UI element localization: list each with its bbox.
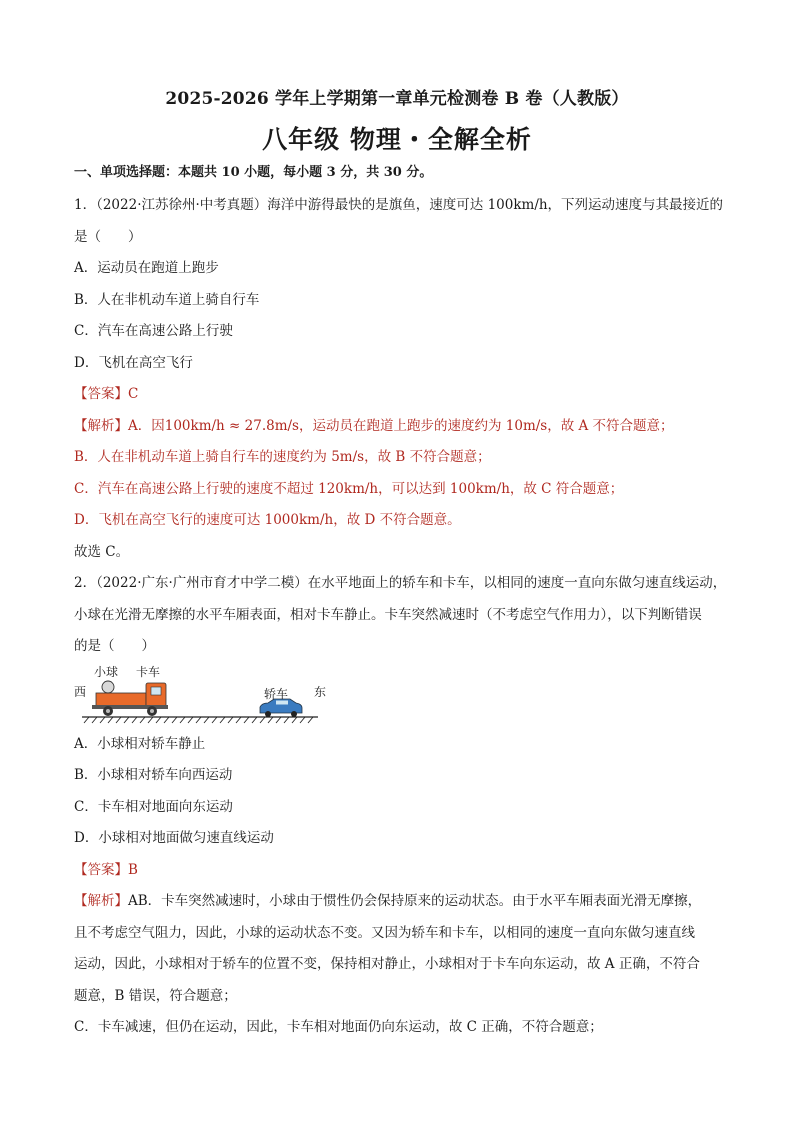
q1-option-c: C．汽车在高速公路上行驶 xyxy=(74,323,233,339)
document-subtitle: 八年级 物理・全解全析 xyxy=(262,125,532,154)
q1-option-b: B．人在非机动车道上骑自行车 xyxy=(74,291,260,308)
q1-analysis-a xyxy=(74,411,724,443)
q2-analysis-line-1-text: AB．卡车突然减速时，小球由于惯性仍会保持原来的运动状态。由于水平车厢表面光滑无摩擦， xyxy=(128,893,702,909)
q2-analysis-line-4: 题意，B 错误，符合题意； xyxy=(74,987,237,1004)
q2-diagram xyxy=(74,664,724,729)
ball-icon xyxy=(102,681,114,693)
q1-analysis-b: B．人在非机动车道上骑自行车的速度约为 5m/s，故 B 不符合题意； xyxy=(74,449,491,465)
truck-label: 卡车 xyxy=(136,664,161,679)
q2-answer-value: B xyxy=(128,861,138,878)
q2-stem-line-1: 2．（2022·广东·广州市育才中学二模）在水平地面上的轿车和卡车，以相同的速度一直向东做匀速直线运动， xyxy=(74,575,727,591)
q1-conclusion: 故选 C。 xyxy=(74,543,130,560)
q2-option-d: D．小球相对地面做匀速直线运动 xyxy=(74,830,274,846)
document-title: 2025-2026 学年上学期第一章单元检测卷 B 卷（人教版） xyxy=(165,89,629,109)
q1-option-d: D．飞机在高空飞行 xyxy=(74,354,193,371)
car-label: 轿车 xyxy=(264,686,289,701)
ball-label: 小球 xyxy=(94,664,119,679)
question-1 xyxy=(74,190,724,568)
west-label: 西 xyxy=(74,684,87,699)
q2-analysis-line-1 xyxy=(74,886,724,918)
q2-option-c: C．卡车相对地面向东运动 xyxy=(74,798,233,815)
question-2 xyxy=(74,568,727,1044)
q1-analysis-label: 【解析】 xyxy=(74,417,128,434)
q1-analysis-a-text: A．因100km/h ≈ 27.8m/s，运动员在跑道上跑步的速度约为 10m/s，故 A 不符合题意； xyxy=(128,417,674,434)
q1-stem-line-2: 是（ ） xyxy=(74,228,142,245)
ground-hatch xyxy=(84,717,313,723)
q1-analysis-c: C．汽车在高速公路上行驶的速度不超过 120km/h，可以达到 100km/h，故 C 符合题意； xyxy=(74,480,624,497)
q2-option-a: A．小球相对轿车静止 xyxy=(74,735,206,752)
q2-answer-label: 【答案】 xyxy=(74,861,128,878)
q2-analysis-line-5: C．卡车减速，但仍在运动，因此，卡车相对地面仍向东运动，故 C 正确，不符合题意； xyxy=(74,1019,603,1035)
section-heading: 一、单项选择题：本题共 10 小题，每小题 3 分，共 30 分。 xyxy=(74,165,433,180)
q1-stem-line-1: 1．（2022·江苏徐州·中考真题）海洋中游得最快的是旗鱼，速度可达 100km/h，下列运动速度与其最接近的 xyxy=(74,197,724,213)
q2-option-b: B．小球相对轿车向西运动 xyxy=(74,767,233,783)
q2-analysis-line-2: 且不考虑空气阻力，因此，小球的运动状态不变。又因为轿车和卡车，以相同的速度一直向东做匀速直线 xyxy=(74,924,695,941)
east-label: 东 xyxy=(314,684,327,699)
q1-analysis-d: D．飞机在高空飞行的速度可达 1000km/h，故 D 不符合题意。 xyxy=(74,512,461,528)
q2-analysis-line-3: 运动，因此，小球相对于轿车的位置不变，保持相对静止，小球相对于卡车向东运动，故 A 正确，不符合 xyxy=(74,956,700,972)
document-body xyxy=(74,160,727,1044)
q1-answer-value: C xyxy=(128,386,139,402)
q1-answer xyxy=(74,379,724,411)
q2-analysis-label: 【解析】 xyxy=(74,893,128,909)
q2-stem-line-3: 的是（ ） xyxy=(74,638,155,654)
q2-answer xyxy=(74,855,724,887)
q1-answer-label: 【答案】 xyxy=(74,386,128,402)
q2-stem-line-2: 小球在光滑无摩擦的水平车厢表面，相对卡车静止。卡车突然减速时（不考虑空气作用力），以下判断错误 xyxy=(74,606,702,623)
q1-option-a: A．运动员在跑道上跑步 xyxy=(74,260,219,276)
